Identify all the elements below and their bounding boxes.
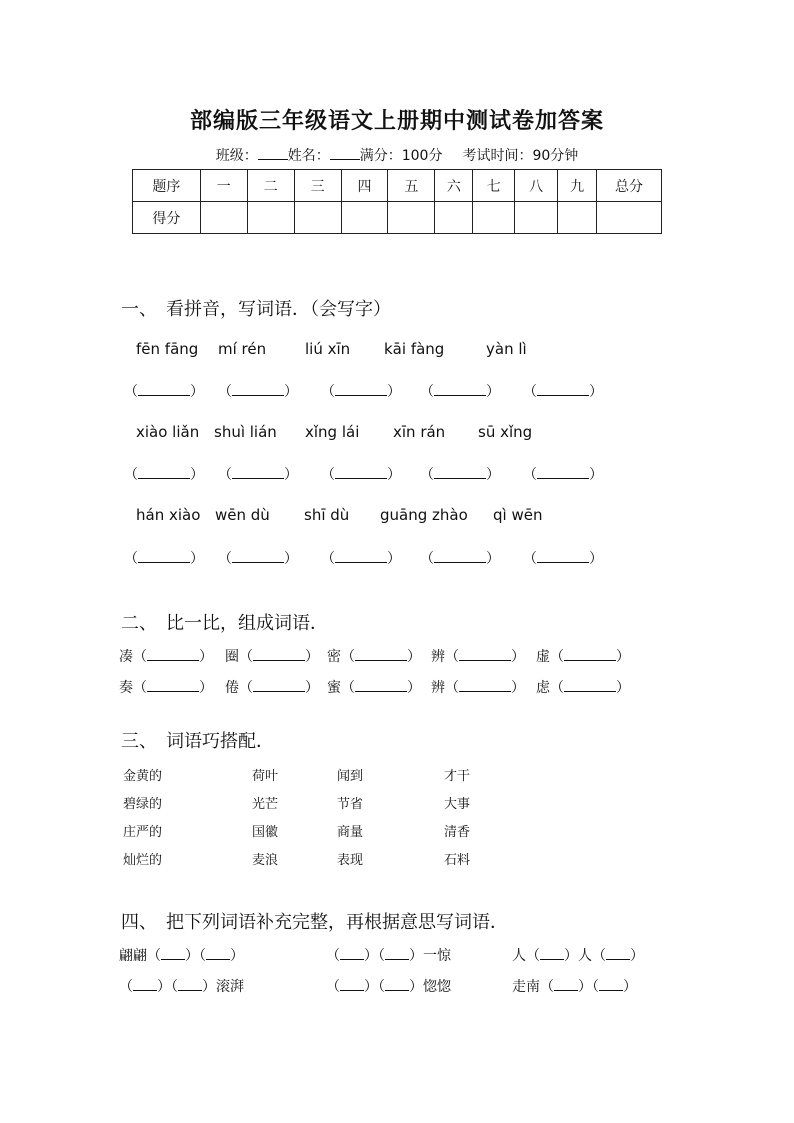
answer-blank[interactable] — [147, 679, 199, 692]
section-4-heading: 四、 把下列词语补充完整，再根据意思写词语． — [121, 912, 508, 933]
answer-blank[interactable] — [355, 679, 407, 692]
answer-blank[interactable] — [459, 648, 511, 661]
pinyin-item: hán xiào — [136, 506, 201, 524]
answer-blank[interactable] — [434, 466, 486, 479]
answer-blank-row: （ ） — [523, 467, 603, 483]
compare-item: 辨（ ） — [431, 649, 525, 665]
table-header-cell: 八 — [515, 170, 558, 202]
fill-prefix: 走南 — [512, 979, 540, 995]
answer-blank-row: （ ） — [420, 467, 500, 483]
answer-blank[interactable] — [537, 550, 589, 563]
match-word[interactable]: 清香 — [444, 825, 471, 840]
answer-blank[interactable] — [133, 978, 157, 991]
full-score: 满分：100分 — [359, 148, 443, 164]
answer-blank-row: （ ） — [321, 467, 401, 483]
answer-blank[interactable] — [232, 466, 284, 479]
table-header-cell: 五 — [388, 170, 435, 202]
match-word[interactable]: 商量 — [337, 825, 364, 840]
section-2-heading: 二、 比一比，组成词语． — [121, 613, 328, 634]
page-title: 部编版三年级语文上册期中测试卷加答案 — [189, 108, 604, 134]
answer-blank[interactable] — [178, 978, 202, 991]
answer-blank[interactable] — [385, 947, 409, 960]
answer-blank[interactable] — [232, 383, 284, 396]
pinyin-item: xiào liǎn — [136, 423, 200, 441]
compare-item: 倦（ ） — [225, 680, 319, 696]
match-word[interactable]: 才干 — [444, 769, 471, 784]
answer-blank-row: （ ） — [218, 467, 298, 483]
compare-item: 圈（ ） — [225, 649, 319, 665]
match-word[interactable]: 表现 — [337, 853, 364, 868]
score-cell[interactable] — [294, 202, 341, 234]
name-blank[interactable] — [330, 147, 360, 160]
score-row-label: 得分 — [133, 202, 201, 234]
match-word[interactable]: 金黄的 — [123, 769, 163, 784]
score-cell[interactable] — [558, 202, 597, 234]
answer-blank[interactable] — [335, 466, 387, 479]
compare-char: 密 — [327, 649, 341, 665]
compare-char: 圈 — [225, 649, 239, 665]
match-word[interactable]: 荷叶 — [252, 769, 279, 784]
fill-suffix: 一惊 — [423, 948, 451, 964]
answer-blank[interactable] — [599, 978, 623, 991]
fill-item: （ ）（ ）一惊 — [326, 948, 451, 964]
section-1-heading: 一、 看拼音，写词语．（会写字） — [121, 299, 391, 320]
compare-item: 蜜（ ） — [327, 680, 421, 696]
table-header-cell: 九 — [558, 170, 597, 202]
pinyin-item: xīn rán — [393, 423, 446, 441]
answer-blank-row: （ ） — [218, 384, 298, 400]
compare-item: 虚（ ） — [536, 649, 630, 665]
fill-prefix: 翩翩 — [119, 948, 147, 964]
pinyin-item: sū xǐng — [478, 423, 533, 441]
compare-item: 虑（ ） — [536, 680, 630, 696]
match-word[interactable]: 灿烂的 — [123, 853, 163, 868]
compare-char: 虚 — [536, 649, 550, 665]
fill-item: （ ）（ ）滚湃 — [119, 979, 244, 995]
answer-blank[interactable] — [459, 679, 511, 692]
answer-blank[interactable] — [564, 648, 616, 661]
compare-item: 密（ ） — [327, 649, 421, 665]
compare-char: 倦 — [225, 680, 239, 696]
pinyin-item: mí rén — [218, 340, 267, 358]
fill-suffix: 惚惚 — [423, 979, 451, 995]
answer-blank-row: （ ） — [321, 384, 401, 400]
table-header-cell: 三 — [294, 170, 341, 202]
name-label: 姓名： — [287, 148, 330, 164]
compare-char: 辨 — [431, 680, 445, 696]
fill-middle: 人 — [578, 948, 592, 964]
match-word[interactable]: 闻到 — [337, 769, 364, 784]
answer-blank[interactable] — [206, 947, 230, 960]
compare-char: 辨 — [431, 649, 445, 665]
answer-blank[interactable] — [335, 550, 387, 563]
answer-blank[interactable] — [138, 383, 190, 396]
table-header-cell: 二 — [247, 170, 294, 202]
answer-blank-row: （ ） — [420, 551, 500, 567]
table-header-cell: 七 — [473, 170, 515, 202]
answer-blank[interactable] — [385, 978, 409, 991]
answer-blank[interactable] — [434, 550, 486, 563]
answer-blank[interactable] — [606, 947, 630, 960]
match-word[interactable]: 庄严的 — [123, 825, 163, 840]
compare-char: 奏 — [119, 680, 133, 696]
match-word[interactable]: 光芒 — [252, 797, 279, 812]
fill-item: 走南（ ）（ ） — [512, 979, 637, 995]
match-word[interactable]: 麦浪 — [252, 853, 279, 868]
answer-blank-row: （ ） — [420, 384, 500, 400]
table-header-cell: 四 — [341, 170, 388, 202]
answer-blank[interactable] — [340, 978, 364, 991]
answer-blank[interactable] — [161, 947, 185, 960]
answer-blank-row: （ ） — [523, 384, 603, 400]
fill-suffix: 滚湃 — [216, 979, 244, 995]
answer-blank[interactable] — [335, 383, 387, 396]
fill-item: 翩翩（ ）（ ） — [119, 948, 244, 964]
pinyin-item: guāng zhào — [380, 506, 468, 524]
section-3-heading: 三、 词语巧搭配． — [121, 731, 274, 752]
score-cell[interactable] — [597, 202, 662, 234]
answer-blank-row: （ ） — [124, 467, 204, 483]
score-table-header-row — [133, 170, 662, 202]
answer-blank-row: （ ） — [124, 384, 204, 400]
match-word[interactable]: 石料 — [444, 853, 471, 868]
fill-prefix: 人 — [512, 948, 526, 964]
answer-blank[interactable] — [253, 648, 305, 661]
score-cell[interactable] — [200, 202, 247, 234]
pinyin-item: liú xīn — [305, 340, 351, 358]
match-word[interactable]: 大事 — [444, 797, 471, 812]
match-word[interactable]: 碧绿的 — [123, 797, 163, 812]
answer-blank[interactable] — [147, 648, 199, 661]
answer-blank[interactable] — [232, 550, 284, 563]
pinyin-item: yàn lì — [486, 340, 527, 358]
table-header-cell: 总分 — [597, 170, 662, 202]
table-header-cell: 一 — [200, 170, 247, 202]
answer-blank[interactable] — [564, 679, 616, 692]
score-table-score-row — [133, 202, 662, 234]
answer-blank[interactable] — [138, 466, 190, 479]
exam-time: 考试时间：90分钟 — [462, 148, 579, 164]
answer-blank[interactable] — [340, 947, 364, 960]
answer-blank[interactable] — [138, 550, 190, 563]
class-label: 班级： — [215, 148, 258, 164]
compare-item: 凑（ ） — [119, 649, 213, 665]
score-cell[interactable] — [341, 202, 388, 234]
pinyin-item: qì wēn — [493, 506, 543, 524]
answer-blank[interactable] — [537, 466, 589, 479]
answer-blank[interactable] — [554, 978, 578, 991]
compare-item: 奏（ ） — [119, 680, 213, 696]
pinyin-item: shī dù — [304, 506, 350, 524]
answer-blank-row: （ ） — [523, 551, 603, 567]
fill-item: 人（ ）人（ ） — [512, 948, 644, 964]
score-cell[interactable] — [515, 202, 558, 234]
score-cell[interactable] — [435, 202, 473, 234]
compare-char: 凑 — [119, 649, 133, 665]
pinyin-item: fēn fāng — [136, 340, 199, 358]
class-blank[interactable] — [258, 147, 288, 160]
table-header-cell: 题序 — [133, 170, 201, 202]
answer-blank-row: （ ） — [124, 551, 204, 567]
answer-blank-row: （ ） — [218, 551, 298, 567]
pinyin-item: wēn dù — [215, 506, 270, 524]
answer-blank[interactable] — [540, 947, 564, 960]
pinyin-item: kāi fàng — [384, 340, 445, 358]
compare-char: 虑 — [536, 680, 550, 696]
compare-char: 蜜 — [327, 680, 341, 696]
pinyin-item: xǐng lái — [305, 423, 360, 441]
match-word[interactable]: 国徽 — [252, 825, 279, 840]
table-header-cell: 六 — [435, 170, 473, 202]
answer-blank-row: （ ） — [321, 551, 401, 567]
answer-blank[interactable] — [253, 679, 305, 692]
score-cell[interactable] — [388, 202, 435, 234]
fill-item: （ ）（ ）惚惚 — [326, 979, 451, 995]
answer-blank[interactable] — [537, 383, 589, 396]
student-info-line — [0, 145, 794, 165]
compare-item: 辨（ ） — [431, 680, 525, 696]
pinyin-item: shuì lián — [214, 423, 277, 441]
score-table — [132, 169, 662, 234]
answer-blank[interactable] — [434, 383, 486, 396]
match-word[interactable]: 节省 — [337, 797, 364, 812]
score-cell[interactable] — [247, 202, 294, 234]
answer-blank[interactable] — [355, 648, 407, 661]
score-cell[interactable] — [473, 202, 515, 234]
